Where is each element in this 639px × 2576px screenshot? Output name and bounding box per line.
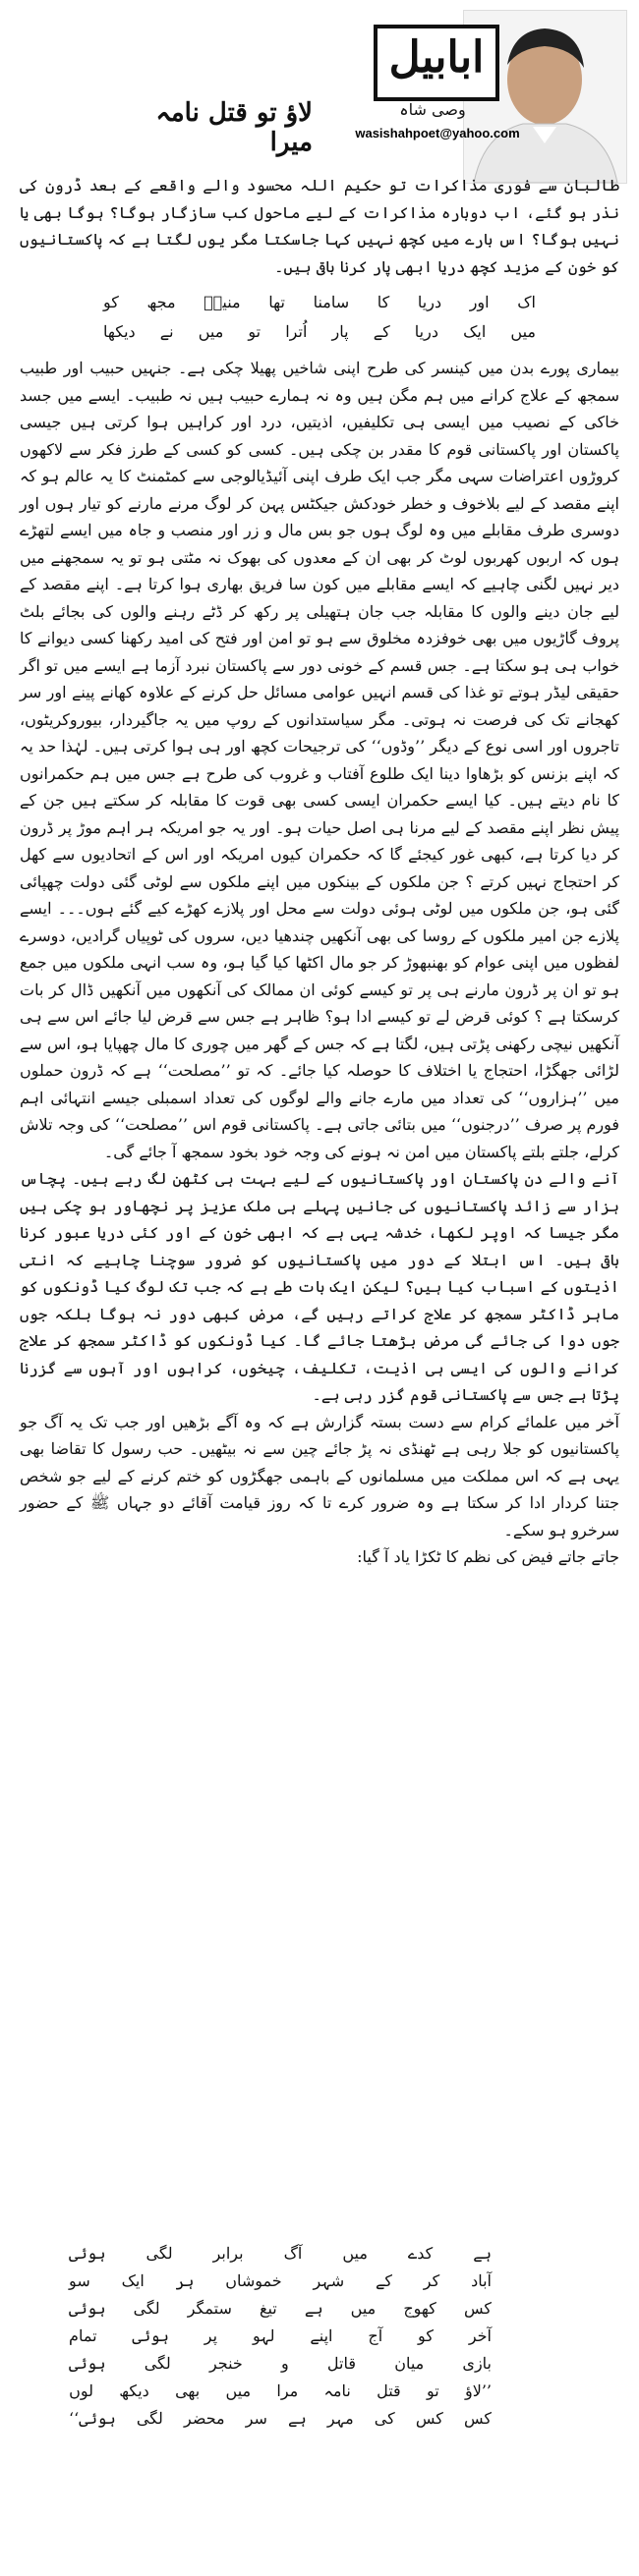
poem-word: مرا <box>276 2381 299 2400</box>
poem-word: آج <box>368 2326 383 2345</box>
verse-word: سامنا <box>313 293 350 311</box>
poem-word: میں <box>225 2381 252 2400</box>
poem-word: ہوئی <box>69 2244 106 2263</box>
poem-word: نامہ <box>323 2381 351 2400</box>
poem-word: ایک <box>121 2271 145 2290</box>
logo-text: ابابیل <box>388 32 485 83</box>
paragraph: آنے والے دن پاکستان اور پاکستانیوں کے لیے بہت ہی کٹھن لگ رہے ہیں۔ پچاس ہزار سے زائد پاکستانیوں کی جانیں پہلے ہی ملک عزیز پر نچھاور ہو چکی ہیں مگر جیسا کہ اوپر لکھا، خدشہ یہی ہے کہ ابھی خون کے اور کئی دریا عبور کرنا باقی ہیں۔ اس ابتلا کے دور میں پاکستانیوں کو ضرور سوچنا چاہیے کہ انتی اذیتوں کے اسباب کیا ہیں؟ لیکن ایک بات طے ہے کہ جب تک لوگ کیا ڈونکوں کو ماہر ڈاکٹر سمجھ کر علاج کراتے رہیں گے، مرض کبھی دور نہ ہوگا بلکہ جوں جوں دوا کی جائے گی مرض بڑھتا جائے گا۔ کیا ڈونکوں کو ڈاکٹر سمجھ کر علاج کرانے والوں کی ایسی ہی اذیت، تکلیف، چیخوں، کراہوں اور آہوں سے گزرنا پڑتا ہے جس سے پاکستانی قوم گزر رہی ہے۔ <box>20 1169 619 1404</box>
poem-line <box>69 2323 492 2350</box>
verse-word: مجھ <box>146 293 176 311</box>
verse-word: ایک <box>463 322 487 341</box>
verse-word: تھا <box>268 293 285 311</box>
verse-word: دریا <box>417 293 442 311</box>
poem-word: پر <box>203 2326 218 2345</box>
poem-word: ہے <box>288 2409 307 2428</box>
poem-word: سو <box>69 2271 90 2290</box>
verse-line <box>103 288 536 317</box>
poem-word: ہوئی <box>69 2299 106 2318</box>
poem-word: لگی <box>144 2354 171 2373</box>
poem-word: بازی <box>462 2354 492 2373</box>
poem-line <box>69 2378 492 2405</box>
poem-word: لہو <box>252 2326 275 2345</box>
poem-word: بھی <box>175 2381 201 2400</box>
author-email[interactable]: wasishahpoet@yahoo.com <box>355 126 520 140</box>
poem-word: قاتل <box>326 2354 357 2373</box>
poem-word: لگی <box>133 2299 160 2318</box>
verse-word: دریا <box>414 322 438 341</box>
poem-word: کس <box>415 2409 443 2428</box>
verse-word: دیکھا <box>103 322 136 341</box>
verse-word: کے <box>373 322 390 341</box>
poem-word: محضر <box>183 2409 225 2428</box>
poem-word: لگی <box>136 2409 163 2428</box>
verse-word: میں <box>198 322 224 341</box>
poem-line <box>69 2350 492 2378</box>
column-logo <box>374 25 499 101</box>
poem-word: ہوئی <box>132 2326 169 2345</box>
verse-word: اک <box>517 293 536 311</box>
verse-word: تو <box>248 322 261 341</box>
poem-word: کس <box>463 2409 492 2428</box>
verse-block <box>103 288 536 347</box>
poem-word: کر <box>423 2271 440 2290</box>
poem-line <box>69 2268 492 2295</box>
poem-line <box>69 2240 492 2268</box>
poem-intro: جاتے جاتے فیض کی نظم کا ٹکڑا یاد آ گیا: <box>357 1547 619 1566</box>
poem-word: ’’لاؤ <box>464 2381 492 2400</box>
poem-word: تمام <box>69 2326 97 2345</box>
verse-word: اور <box>469 293 490 311</box>
poem-line <box>69 2295 492 2323</box>
poem-block <box>69 2240 492 2433</box>
verse-line <box>103 317 536 347</box>
verse-word: کو <box>103 293 119 311</box>
poem-word: برابر <box>212 2244 244 2263</box>
poem-word: و <box>281 2354 289 2373</box>
poem-word: شہر <box>313 2271 345 2290</box>
poem-word: قتل <box>377 2381 401 2400</box>
poem-word: میں <box>350 2299 377 2318</box>
author-name: وصی شاہ <box>399 100 466 119</box>
verse-word: کا <box>377 293 390 311</box>
poem-word: کی <box>374 2409 395 2428</box>
poem-word: کدے <box>407 2244 434 2263</box>
poem-word: لگی <box>145 2244 173 2263</box>
poem-word: میان <box>394 2354 425 2373</box>
poem-word: اپنے <box>310 2326 333 2345</box>
poem-word: دیکھ <box>119 2381 149 2400</box>
poem-word: خنجر <box>208 2354 243 2373</box>
verse-word: منیرؔ <box>203 293 241 311</box>
poem-word: آگ <box>283 2244 303 2263</box>
poem-word: آباد <box>471 2271 492 2290</box>
poem-word: تیغ <box>259 2299 277 2318</box>
poem-word: آخر <box>468 2326 492 2345</box>
paragraph: آخر میں علمائے کرام سے دست بستہ گزارش ہے کہ وہ آگے بڑھیں اور جب تک یہ آگ جو پاکستانیوں کو جلا رہی ہے ٹھنڈی نہ پڑ جائے چین سے نہ بیٹھیں۔ حب رسول کا تقاضا بھی یہی ہے کہ اس مملکت میں مسلمانوں کے باہمی جھگڑوں کو ختم کرنے کے لیے جو شخص جتنا کردار ادا کر سکتا ہے وہ ضرور کرے تا کہ روز قیامت آقائے دو جہاں ﷺ کے حضور سرخرو ہو سکے۔ <box>20 1412 619 1540</box>
poem-word: مہر <box>326 2409 354 2428</box>
poem-word: لوں <box>69 2381 93 2400</box>
verse-word: میں <box>510 322 536 341</box>
paragraph: بیماری پورے بدن میں کینسر کی طرح اپنی شاخیں پھیلا چکی ہے۔ جنہیں حبیب اور طبیب سمجھ کے علاج کرانے میں ہم مگن ہیں وہ نہ ہمارے حبیب ہیں نہ طبیب۔ ایسے میں جسد خاکی کے نصیب میں ایسی ہی تکلیفیں، اذیتیں، درد اور کراہیں ہوا کرتی ہیں جیسی پاکستان اور پاکستانی قوم کا مقدر بن چکی ہیں۔ کسی کو کسی کے طرز فکر سے لاکھوں کروڑوں اعتراضات سہی مگر جب ایک طرف اپنی آئیڈیالوجی سے کمٹمنٹ کا یہ عالم ہو کہ اپنے مقصد کے لیے بلاخوف و خطر خودکش جیکٹس پہن کر لوگ مرنے مارنے کو تیار ہوں اور دوسری طرف مقابلے میں وہ لوگ ہوں جو بس مال و زر اور منصب و جاہ میں ایسے لتھڑے ہوں کہ اربوں کھربوں لوٹ کر بھی ان کے معدوں کی بھوک نہ مٹتی ہو تو یہ سمجھنے میں دیر نہیں لگنی چاہیے کہ ایسے مقابلے میں کون سا فریق بھاری ہوا کرتا ہے۔ اپنے مقصد کے لیے جان دینے والوں کا مقابلہ جب جان ہتھیلی پر رکھ کر ڈٹے رہنے والوں کی بجائے بلٹ پروف گاڑیوں میں بھی خوفزدہ مخلوق سے ہو تو امن اور فتح کی امید رکھنا کسی دیوانے کا خواب ہی ہو سکتا ہے۔ جس قسم کے خونی دور سے پاکستان نبرد آزما ہے ایسے میں تو اگر حقیقی لیڈر ہوتے تو غذا کی قسم انہیں عوامی مسائل حل کرنے کے علاوہ کھانے پینے اور سر کھجانے تک کی فرصت نہ ہوتی۔ مگر سیاستدانوں کے روپ میں یہ جاگیردار، بیوروکریٹوں، تاجروں اور اسی نوع کے دیگر ’’وڈوں‘‘ کی ترجیحات کچھ اور ہی ہوا کرتی ہیں۔ لہٰذا حد یہ کہ اپنے بزنس کو بڑھاوا دینا ایک طلوع آفتاب و غروب کی طرح ہے جس میں ہم حکمرانوں کا نام دیتے ہیں۔ کیا ایسے حکمران ایسی کسی بھی قوت کا مقابلہ کر سکتے ہیں جن کے پیش نظر اپنے مقصد کے لیے مرنا ہی اصل حیات ہو۔ اور یہ جو امریکہ ہر اہم موڑ پر ڈرون کر دیا کرتا ہے، کبھی غور کیجئے گا کہ حکمران کیوں امریکہ اور اس کے اتحادیوں سے کھل کر احتجاج نہیں کرتے ؟ جن ملکوں کے بینکوں میں اپنے ملکوں سے لوٹی گئی دولت چھپائی گئی ہو، جن ملکوں میں لوٹی ہوئی دولت سے محل اور پلازے کھڑے کیے گئے ہوں۔۔۔ ایسے پلازے جن امیر ملکوں کے روسا کی بھی آنکھیں چندھیا دیں، سروں کی ٹوپیاں گرادیں، دوسرے لفظوں میں اپنی عوام کو بھنبھوڑ کر جو مال اکٹھا کیا گیا ہو، وہ سب انہی ملکوں میں جمع ہو تو ان پر ڈرون مارنے ہی پر تو کیسے کوئی ان ممالک کی آنکھوں میں آنکھیں ڈال کر بات کرسکتا ہے ؟ کوئی قرض لے تو کیسے ادا ہو؟ ظاہر ہے جس سے قرض لیا جائے اس سے ہی آنکھیں نیچی رکھنی پڑتی ہیں، لگتا ہے کہ جس کے گھر میں چوری کا مال چھپایا ہو، اس سے لڑائی جھگڑا، احتجاج یا اختلاف کا حوصلہ کیا جائے۔ کہ تو ’’مصلحت‘‘ ہے کہ ڈرون حملوں میں ’’ہزاروں‘‘ کی تعداد میں مارے جانے والے لوگوں کی تعداد اسمبلی جیسے انتہائی اہم فورم پر صرف ’’درجنوں‘‘ میں بتائی جاتی ہے۔ پاکستانی قوم اس ’’مصلحت‘‘ کی وجہ تلاش کرلے، جلتے بلتے پاکستان میں امن نہ ہونے کی وجہ خود بخود سمجھ آ جائے گی۔ <box>20 359 620 1161</box>
poem-word: ستمگر <box>187 2299 232 2318</box>
poem-word: کو <box>418 2326 434 2345</box>
poem-word: ہوئی‘‘ <box>69 2409 116 2428</box>
poem-line <box>69 2405 492 2433</box>
paragraph: طالبان سے فوری مذاکرات تو حکیم اللہ محسود والے واقعے کے بعد ڈرون کی نذر ہو گئے، اب دوبارہ مذاکرات کے لیے ماحول کب سازگار ہوگا؟ ہوگا بھی یا نہیں ہوگا؟ اس بارے میں کچھ نہیں کہا جاسکتا مگر یوں لگتا ہے کہ پاکستانیوں کو خون کے مزید کچھ دریا ابھی پار کرنا باقی ہیں۔ <box>20 176 620 276</box>
verse-word: پار <box>331 322 349 341</box>
poem-word: سر <box>245 2409 267 2428</box>
column-header <box>0 0 639 196</box>
poem-word: کے <box>375 2271 392 2290</box>
poem-word: ہر <box>175 2271 195 2290</box>
poem-word: خموشاں <box>225 2271 282 2290</box>
verse-word: اُترا <box>285 322 308 341</box>
column-body <box>20 172 619 1571</box>
column-title: لاؤ تو قتل نامہ میرا <box>155 98 313 157</box>
poem-word: ہے <box>304 2299 323 2318</box>
poem-word: کھوج <box>403 2299 436 2318</box>
poem-word: میں <box>342 2244 368 2263</box>
poem-word: کس <box>463 2299 492 2318</box>
poem-word: تو <box>426 2381 439 2400</box>
poem-word: ہے <box>473 2244 492 2263</box>
poem-word: ہوئی <box>69 2354 106 2373</box>
verse-word: نے <box>159 322 174 341</box>
